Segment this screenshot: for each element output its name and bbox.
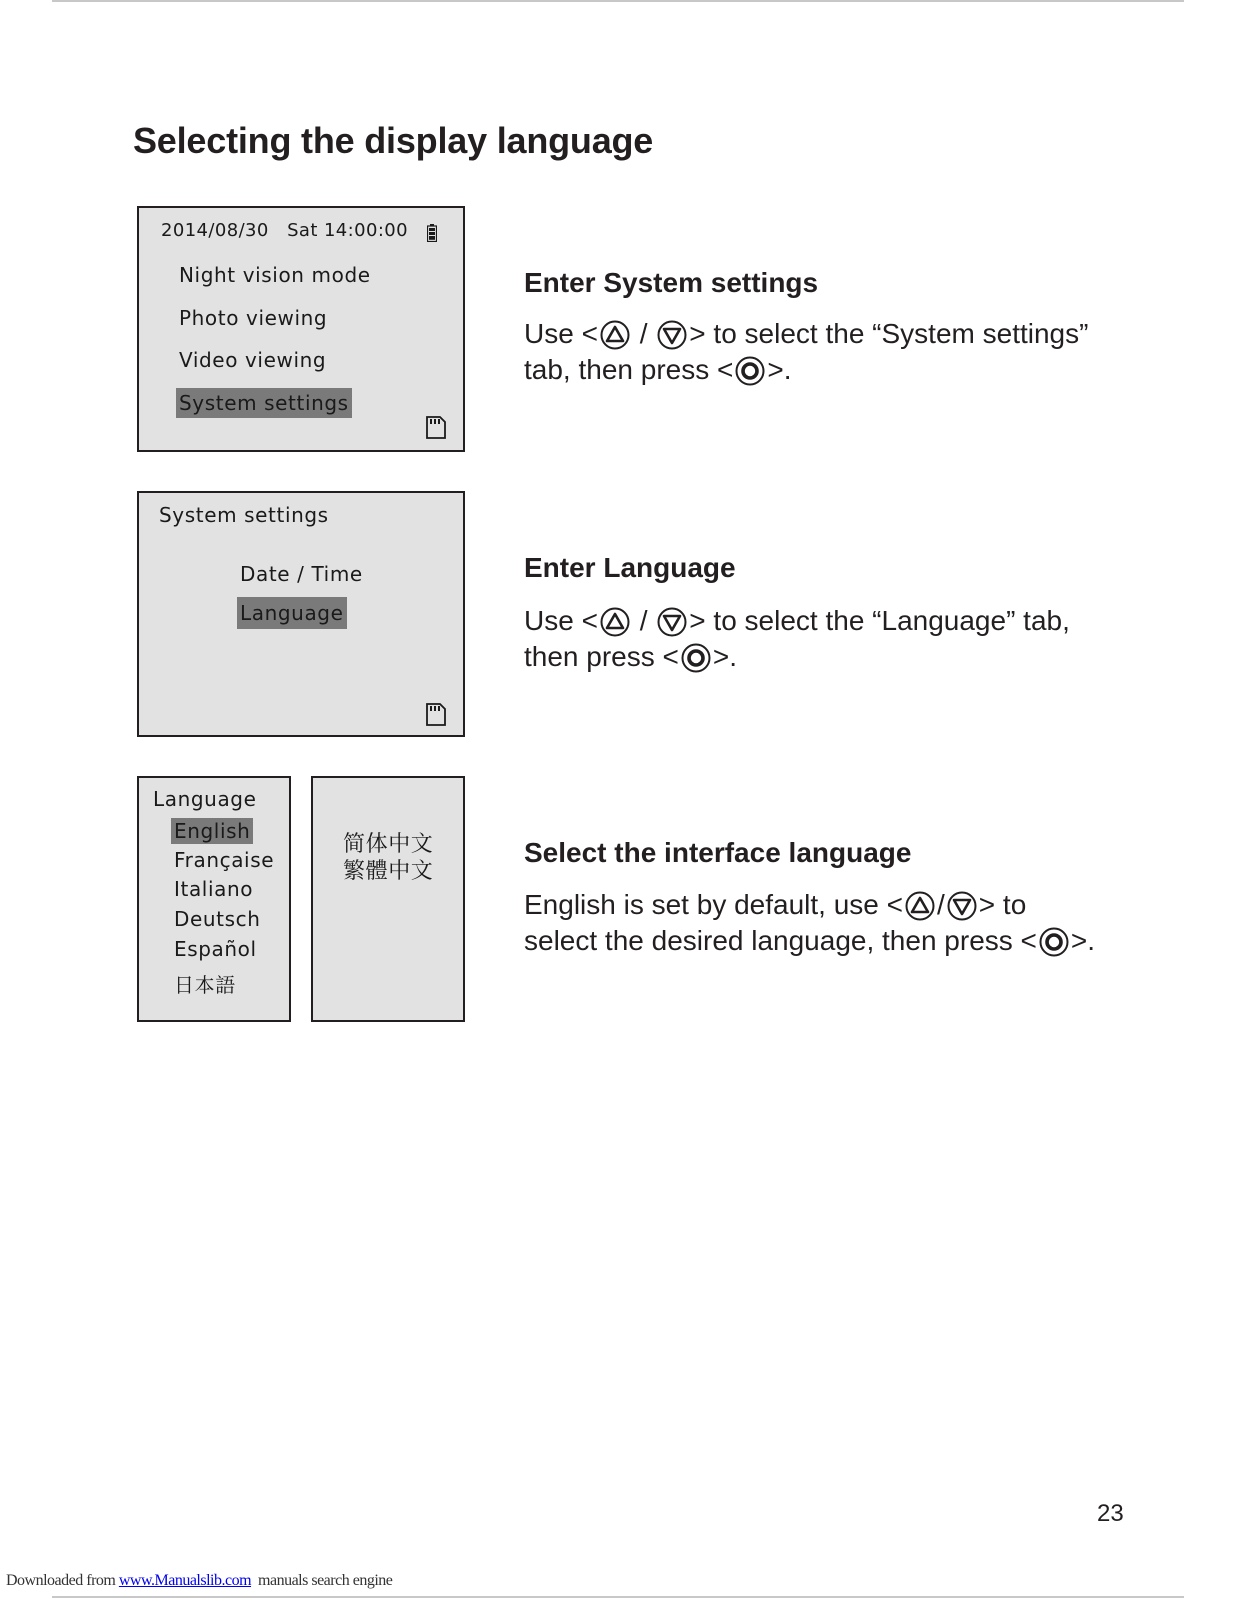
menu-item-system-settings[interactable]: System settings (176, 388, 352, 418)
step-text: > to select the “Language” tab, (689, 605, 1070, 636)
bottom-rule (52, 1596, 1184, 1598)
language-option-francaise[interactable]: Française (174, 848, 275, 872)
menu-item-photo-viewing[interactable]: Photo viewing (179, 306, 328, 330)
sd-card-icon (425, 703, 447, 727)
ok-button-icon (1039, 927, 1069, 957)
step-instructions-system-settings (524, 316, 1144, 388)
page-number: 23 (1097, 1500, 1124, 1527)
ok-button-icon (735, 356, 765, 386)
menu-item-night-vision-mode[interactable]: Night vision mode (179, 263, 371, 287)
step-text: Use < (524, 318, 598, 349)
step-text: then press < (524, 641, 679, 672)
footer (6, 1572, 392, 1590)
step-text: >. (712, 641, 738, 672)
step-title-system-settings: Enter System settings (524, 267, 819, 298)
step-text: >. (1070, 925, 1096, 956)
step-text: English is set by default, use < (524, 889, 903, 920)
language-option-italiano[interactable]: Italiano (174, 877, 254, 901)
menu-item-date-time[interactable]: Date / Time (240, 562, 363, 586)
screen-language-left (137, 776, 291, 1022)
up-button-icon (905, 891, 935, 921)
step-text: > to (978, 889, 1027, 920)
step-text: / (631, 318, 656, 349)
manualslib-link[interactable]: www.Manualslib.com (118, 1572, 252, 1589)
down-button-icon (947, 891, 977, 921)
language-option-deutsch[interactable]: Deutsch (174, 907, 261, 931)
step-text: Use < (524, 605, 598, 636)
step-instructions-language (524, 603, 1144, 675)
screen-language-right (311, 776, 465, 1022)
footer-suffix: manuals search engine (251, 1572, 393, 1589)
step-text: / (937, 889, 945, 920)
screen-main-menu (137, 206, 465, 452)
step-text: / (631, 605, 656, 636)
screen-title: System settings (159, 503, 329, 527)
language-option-simplified-chinese[interactable]: 简体中文 (343, 832, 434, 857)
step-instructions-interface-language (524, 887, 1144, 959)
ok-button-icon (681, 643, 711, 673)
screen-title: Language (153, 787, 257, 811)
language-option-traditional-chinese[interactable]: 繁體中文 (343, 859, 434, 884)
language-option-espanol[interactable]: Español (174, 937, 257, 961)
top-rule (52, 0, 1184, 2)
down-button-icon (657, 607, 687, 637)
up-button-icon (600, 320, 630, 350)
step-text: > to select the “System settings” (689, 318, 1089, 349)
up-button-icon (600, 607, 630, 637)
sd-card-icon (425, 416, 447, 440)
menu-item-video-viewing[interactable]: Video viewing (179, 348, 327, 372)
page-title: Selecting the display language (133, 120, 654, 161)
status-datetime: 2014/08/30 Sat 14:00:00 (161, 220, 408, 241)
menu-item-language[interactable]: Language (237, 597, 347, 629)
footer-prefix: Downloaded from (6, 1572, 119, 1589)
step-text: >. (767, 354, 792, 385)
step-text: select the desired language, then press < (524, 925, 1037, 956)
step-title-interface-language: Select the interface language (524, 837, 912, 868)
step-title-language: Enter Language (524, 552, 736, 583)
step-text: tab, then press < (524, 354, 734, 385)
language-option-english[interactable]: English (171, 818, 253, 844)
screen-system-settings (137, 491, 465, 737)
down-button-icon (657, 320, 687, 350)
language-option-japanese[interactable]: 日本語 (174, 973, 236, 997)
battery-icon (427, 224, 437, 242)
